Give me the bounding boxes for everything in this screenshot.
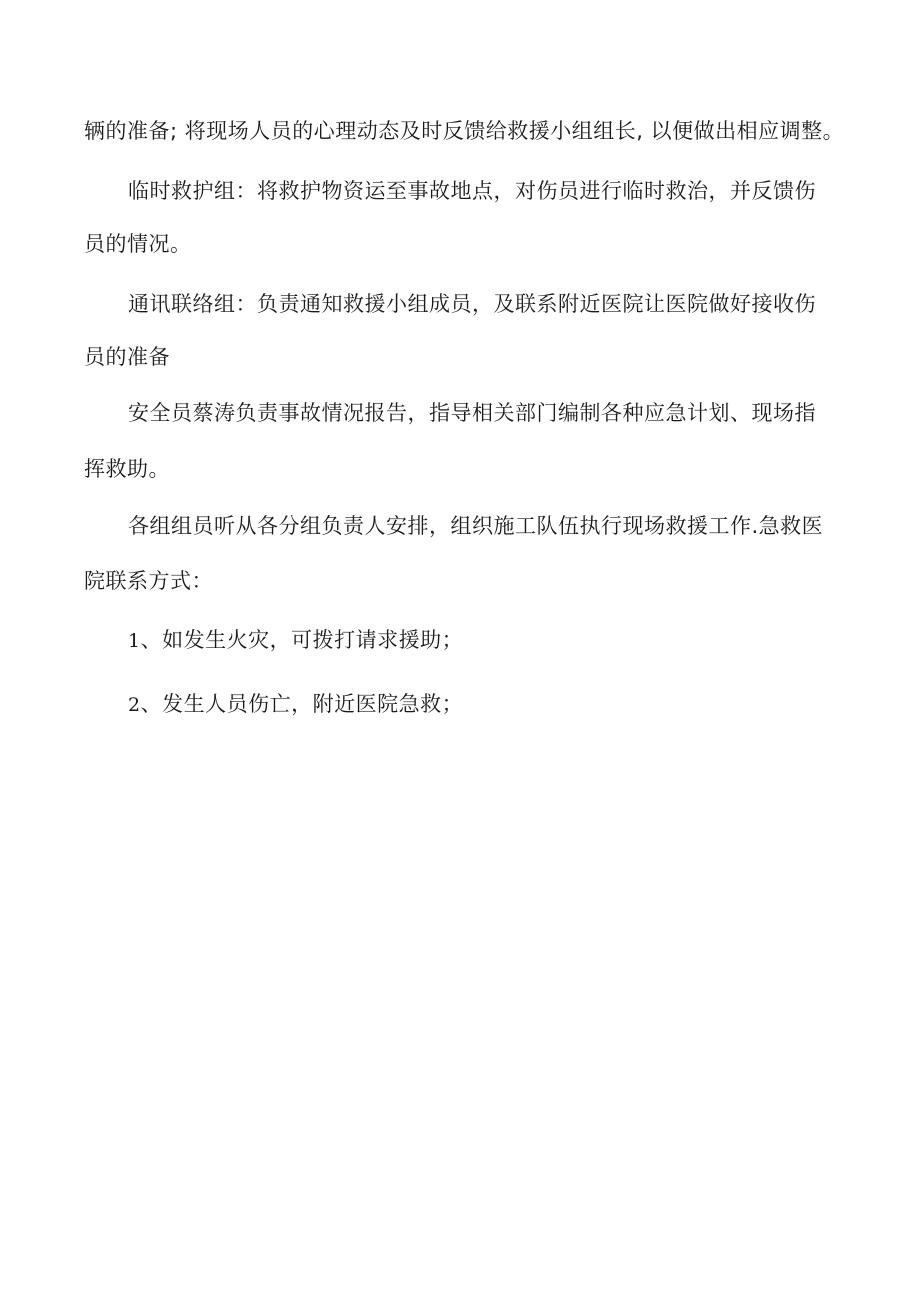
paragraph-communication-line-2: 员的准备 (84, 345, 170, 369)
paragraph-safety-officer-line-2: 挥救助。 (84, 457, 170, 481)
list-item-fire (128, 626, 463, 655)
paragraph-first-aid-line-1: 临时救护组：将救护物资运至事故地点，对伤员进行临时救治，并反馈伤 (128, 179, 816, 203)
paragraph-safety-officer-line-1: 安全员蔡涛负责事故情况报告，指导相关部门编制各种应急计划、现场指 (128, 401, 816, 425)
list-item-text: 、如发生火灾，可拨打请求援助； (140, 628, 464, 652)
list-item-number: 1 (128, 630, 141, 652)
paragraph-team-members-line-2: 院联系方式： (84, 569, 213, 593)
list-item-casualty (128, 690, 463, 719)
paragraph-communication-line-1: 通讯联络组：负责通知救援小组成员，及联系附近医院让医院做好接收伤 (128, 292, 816, 316)
paragraph-team-members-line-1: 各组组员听从各分组负责人安排，组织施工队伍执行现场救援工作.急救医 (128, 514, 824, 538)
paragraph-continuation-line: 辆的准备; 将现场人员的心理动态及时反馈给救援小组组长, 以便做出相应调整。 (84, 119, 845, 143)
list-item-number: 2 (128, 694, 141, 716)
list-item-text: 、发生人员伤亡，附近医院急救； (140, 692, 464, 716)
paragraph-first-aid-line-2: 员的情况。 (84, 232, 192, 256)
